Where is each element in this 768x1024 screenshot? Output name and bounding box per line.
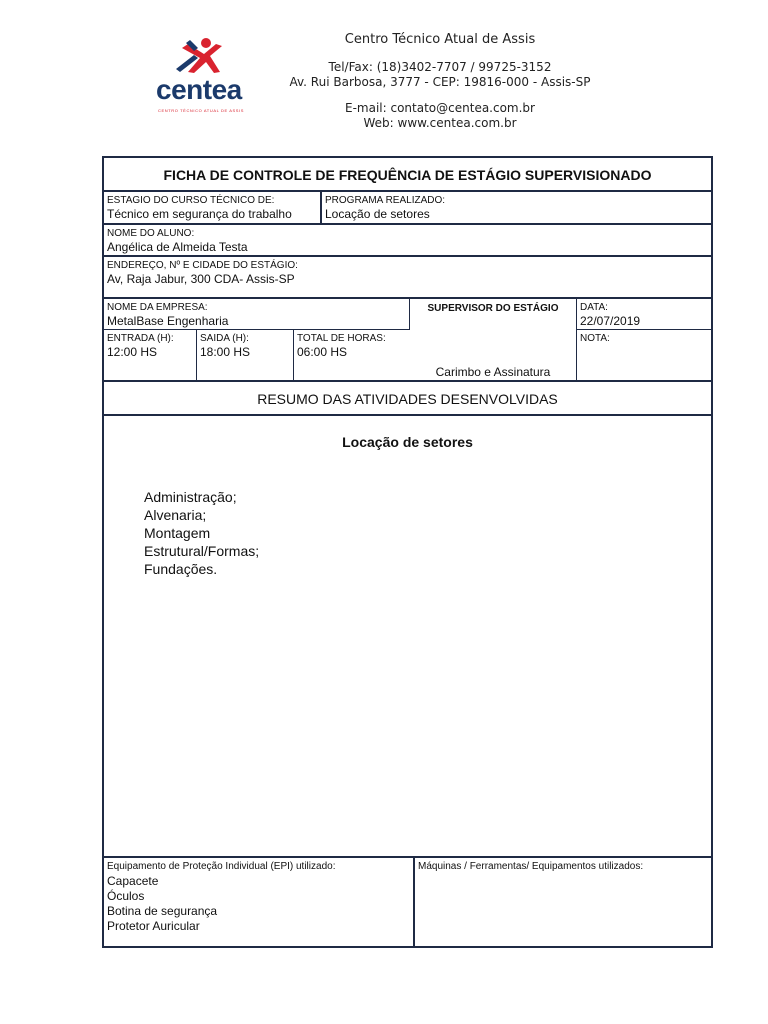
saida-cell <box>197 330 294 380</box>
empresa-label: NOME DA EMPRESA: <box>107 302 208 313</box>
list-item: Estrutural/Formas; <box>144 543 260 559</box>
list-item: Botina de segurança <box>107 904 218 918</box>
email: E-mail: contato@centea.com.br <box>345 101 535 115</box>
website: Web: www.centea.com.br <box>363 116 517 130</box>
empresa-value: MetalBase Engenharia <box>107 314 229 328</box>
aluno-value: Angélica de Almeida Testa <box>107 240 248 254</box>
entrada-cell <box>104 330 197 380</box>
list-item: Montagem <box>144 525 211 541</box>
form-frame <box>102 156 713 948</box>
total-cell <box>294 330 410 380</box>
curso-cell <box>104 192 322 225</box>
org-name: Centro Técnico Atual de Assis <box>344 32 536 47</box>
logo-tagline: CENTRO TÉCNICO ATUAL DE ASSIS <box>158 108 245 113</box>
data-value: 22/07/2019 <box>580 314 641 328</box>
data-cell <box>577 299 711 330</box>
list-item: Alvenaria; <box>144 507 207 523</box>
empresa-cell <box>104 299 410 330</box>
supervisor-cell <box>410 299 577 380</box>
supervisor-label: SUPERVISOR DO ESTÁGIO <box>427 303 559 314</box>
total-label: TOTAL DE HORAS: <box>297 333 386 344</box>
data-label: DATA: <box>580 302 608 313</box>
saida-value: 18:00 HS <box>200 345 251 359</box>
entrada-value: 12:00 HS <box>107 345 158 359</box>
aluno-cell <box>104 225 711 257</box>
list-item: Fundações. <box>144 561 218 577</box>
epi-list <box>107 874 217 934</box>
centea-logo <box>150 36 250 118</box>
list-item: Administração; <box>144 489 237 505</box>
aluno-label: NOME DO ALUNO: <box>107 228 195 239</box>
curso-label: ESTAGIO DO CURSO TÉCNICO DE: <box>107 195 275 206</box>
endereco-value: Av, Raja Jabur, 300 CDA- Assis-SP <box>107 272 295 286</box>
logo-figure-icon <box>150 36 250 76</box>
maquinas-cell <box>415 856 711 946</box>
nota-cell <box>577 330 711 380</box>
epi-cell <box>104 856 415 946</box>
header-info <box>270 32 610 131</box>
logo-wordmark: centea <box>156 74 242 105</box>
atividades-list <box>144 488 259 578</box>
entrada-label: ENTRADA (H): <box>107 333 174 344</box>
maquinas-label: Máquinas / Ferramentas/ Equipamentos utilizados: <box>418 861 644 872</box>
programa-label: PROGRAMA REALIZADO: <box>325 195 446 206</box>
epi-label: Equipamento de Proteção Individual (EPI) utilizado: <box>107 861 336 872</box>
curso-value: Técnico em segurança do trabalho <box>107 207 292 221</box>
endereco-cell <box>104 257 711 299</box>
list-item: Protetor Auricular <box>107 919 200 933</box>
phone: Tel/Fax: (18)3402-7707 / 99725-3152 <box>328 60 552 74</box>
programa-value: Locação de setores <box>325 207 430 221</box>
form-title: FICHA DE CONTROLE DE FREQUÊNCIA DE ESTÁGIO SUPERVISIONADO <box>104 158 711 192</box>
programa-cell <box>322 192 711 225</box>
list-item: Óculos <box>107 889 145 903</box>
endereco-label: ENDEREÇO, Nº E CIDADE DO ESTÁGIO: <box>107 260 298 271</box>
nota-label: NOTA: <box>580 333 610 344</box>
atividades-title: Locação de setores <box>342 434 473 450</box>
supervisor-sign-label: Carimbo e Assinatura <box>435 365 551 379</box>
list-item: Capacete <box>107 874 159 888</box>
resumo-title: RESUMO DAS ATIVIDADES DESENVOLVIDAS <box>104 380 711 416</box>
total-value: 06:00 HS <box>297 345 348 359</box>
address: Av. Rui Barbosa, 3777 - CEP: 19816-000 - Assis-SP <box>289 75 591 89</box>
saida-label: SAIDA (H): <box>200 333 249 344</box>
